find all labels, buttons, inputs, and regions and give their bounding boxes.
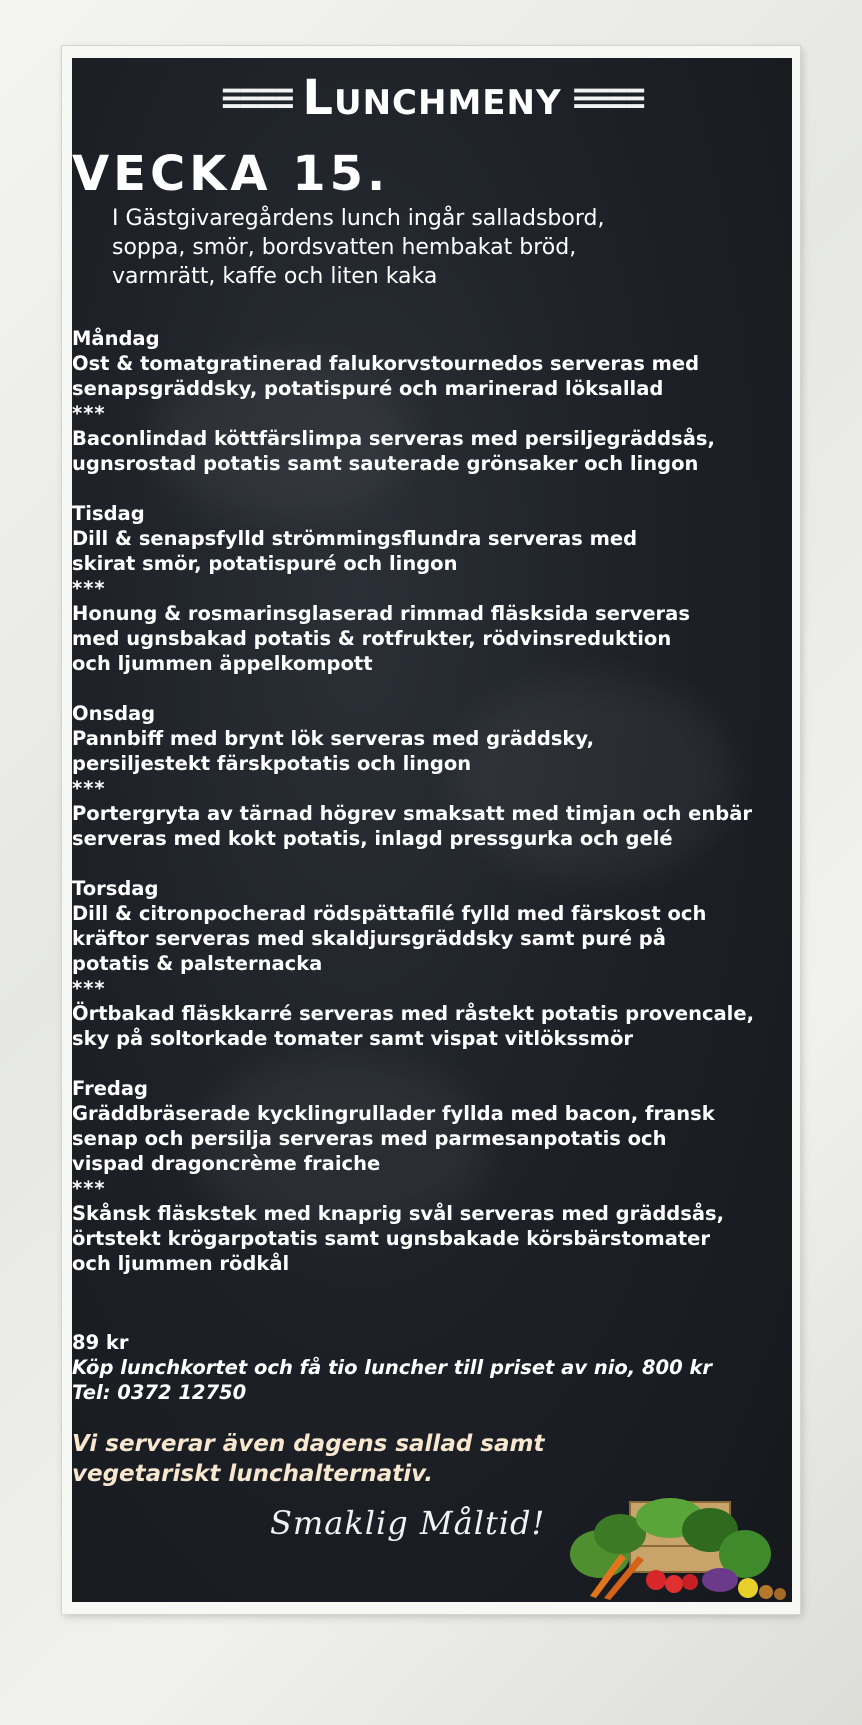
phone-number: Tel: 0372 12750 — [72, 1381, 247, 1404]
title-decoration-left: ≡≡≡≡ — [221, 78, 292, 118]
day-name: Onsdag — [72, 702, 156, 725]
intro-text — [112, 204, 752, 291]
dish-line: Dill & senapsfylld strömmingsflundra serveras med — [72, 527, 638, 550]
dish-line: ugnsrostad potatis samt sauterade grönsaker och lingon — [72, 452, 699, 475]
menu-footer — [72, 1330, 792, 1489]
vegetarian-note — [72, 1429, 792, 1489]
weekly-menu — [72, 326, 792, 1301]
dish-line: persiljestekt färskpotatis och lingon — [72, 752, 472, 775]
dish-line: sky på soltorkade tomater samt vispat vitlökssmör — [72, 1027, 633, 1050]
vegetarian-note-line: Vi serverar även dagens sallad samt — [72, 1431, 545, 1457]
dish-line: Örtbakad fläskkarré serveras med råstekt potatis provencale, — [72, 1002, 754, 1025]
dish-line: Portergryta av tärnad högrev smaksatt med timjan och enbär — [72, 802, 752, 825]
day-tuesday — [72, 501, 792, 676]
signoff-text: Smaklig Måltid! — [270, 1504, 546, 1542]
dish-line: potatis & palsternacka — [72, 952, 323, 975]
chalkboard — [72, 58, 792, 1602]
day-name: Fredag — [72, 1077, 148, 1100]
vegetable-crate-illustration — [560, 1484, 792, 1602]
day-thursday — [72, 876, 792, 1051]
menu-title-row — [72, 70, 792, 126]
lunch-card-offer: Köp lunchkortet och få tio luncher till priset av nio, 800 kr — [72, 1356, 713, 1379]
day-name: Torsdag — [72, 877, 159, 900]
week-number: VECKA 15. — [72, 146, 390, 202]
intro-line: varmrätt, kaffe och liten kaka — [112, 264, 438, 289]
dish-line: Gräddbräserade kycklingrullader fyllda med bacon, fransk — [72, 1102, 715, 1125]
dish-line: kräftor serveras med skaldjursgräddsky samt puré på — [72, 927, 666, 950]
day-name: Måndag — [72, 327, 160, 350]
day-friday — [72, 1076, 792, 1276]
dish-line: örtstekt krögarpotatis samt ugnsbakade körsbärstomater — [72, 1227, 711, 1250]
intro-line: soppa, smör, bordsvatten hembakat bröd, — [112, 235, 577, 260]
dish-separator: *** — [72, 402, 106, 425]
dish-line: Pannbiff med brynt lök serveras med gräddsky, — [72, 727, 595, 750]
dish-separator: *** — [72, 577, 106, 600]
dish-line: Skånsk fläskstek med knaprig svål serveras med gräddsås, — [72, 1202, 725, 1225]
intro-line: I Gästgivaregårdens lunch ingår salladsbord, — [112, 206, 605, 231]
dish-line: serveras med kokt potatis, inlagd pressgurka och gelé — [72, 827, 673, 850]
vegetarian-note-line: vegetariskt lunchalternativ. — [72, 1461, 433, 1487]
title-decoration-right: ≡≡≡≡ — [572, 78, 643, 118]
day-monday — [72, 326, 792, 476]
menu-title: Lunchmeny — [302, 70, 562, 126]
dish-line: och ljummen rödkål — [72, 1252, 290, 1275]
dish-line: Dill & citronpocherad rödspättafilé fylld med färskost och — [72, 902, 707, 925]
dish-line: Baconlindad köttfärslimpa serveras med persiljegräddsås, — [72, 427, 715, 450]
dish-line: senapsgräddsky, potatispuré och marinerad löksallad — [72, 377, 664, 400]
dish-separator: *** — [72, 977, 106, 1000]
dish-line: skirat smör, potatispuré och lingon — [72, 552, 458, 575]
dish-line: och ljummen äppelkompott — [72, 652, 373, 675]
day-wednesday — [72, 701, 792, 851]
dish-line: Ost & tomatgratinerad falukorvstournedos serveras med — [72, 352, 700, 375]
dish-line: senap och persilja serveras med parmesanpotatis och — [72, 1127, 667, 1150]
dish-separator: *** — [72, 1177, 106, 1200]
dish-line: Honung & rosmarinsglaserad rimmad fläsksida serveras — [72, 602, 690, 625]
lunch-price: 89 kr — [72, 1331, 129, 1354]
dish-line: vispad dragoncrème fraiche — [72, 1152, 381, 1175]
dish-separator: *** — [72, 777, 106, 800]
dish-line: med ugnsbakad potatis & rotfrukter, rödvinsreduktion — [72, 627, 672, 650]
day-name: Tisdag — [72, 502, 145, 525]
